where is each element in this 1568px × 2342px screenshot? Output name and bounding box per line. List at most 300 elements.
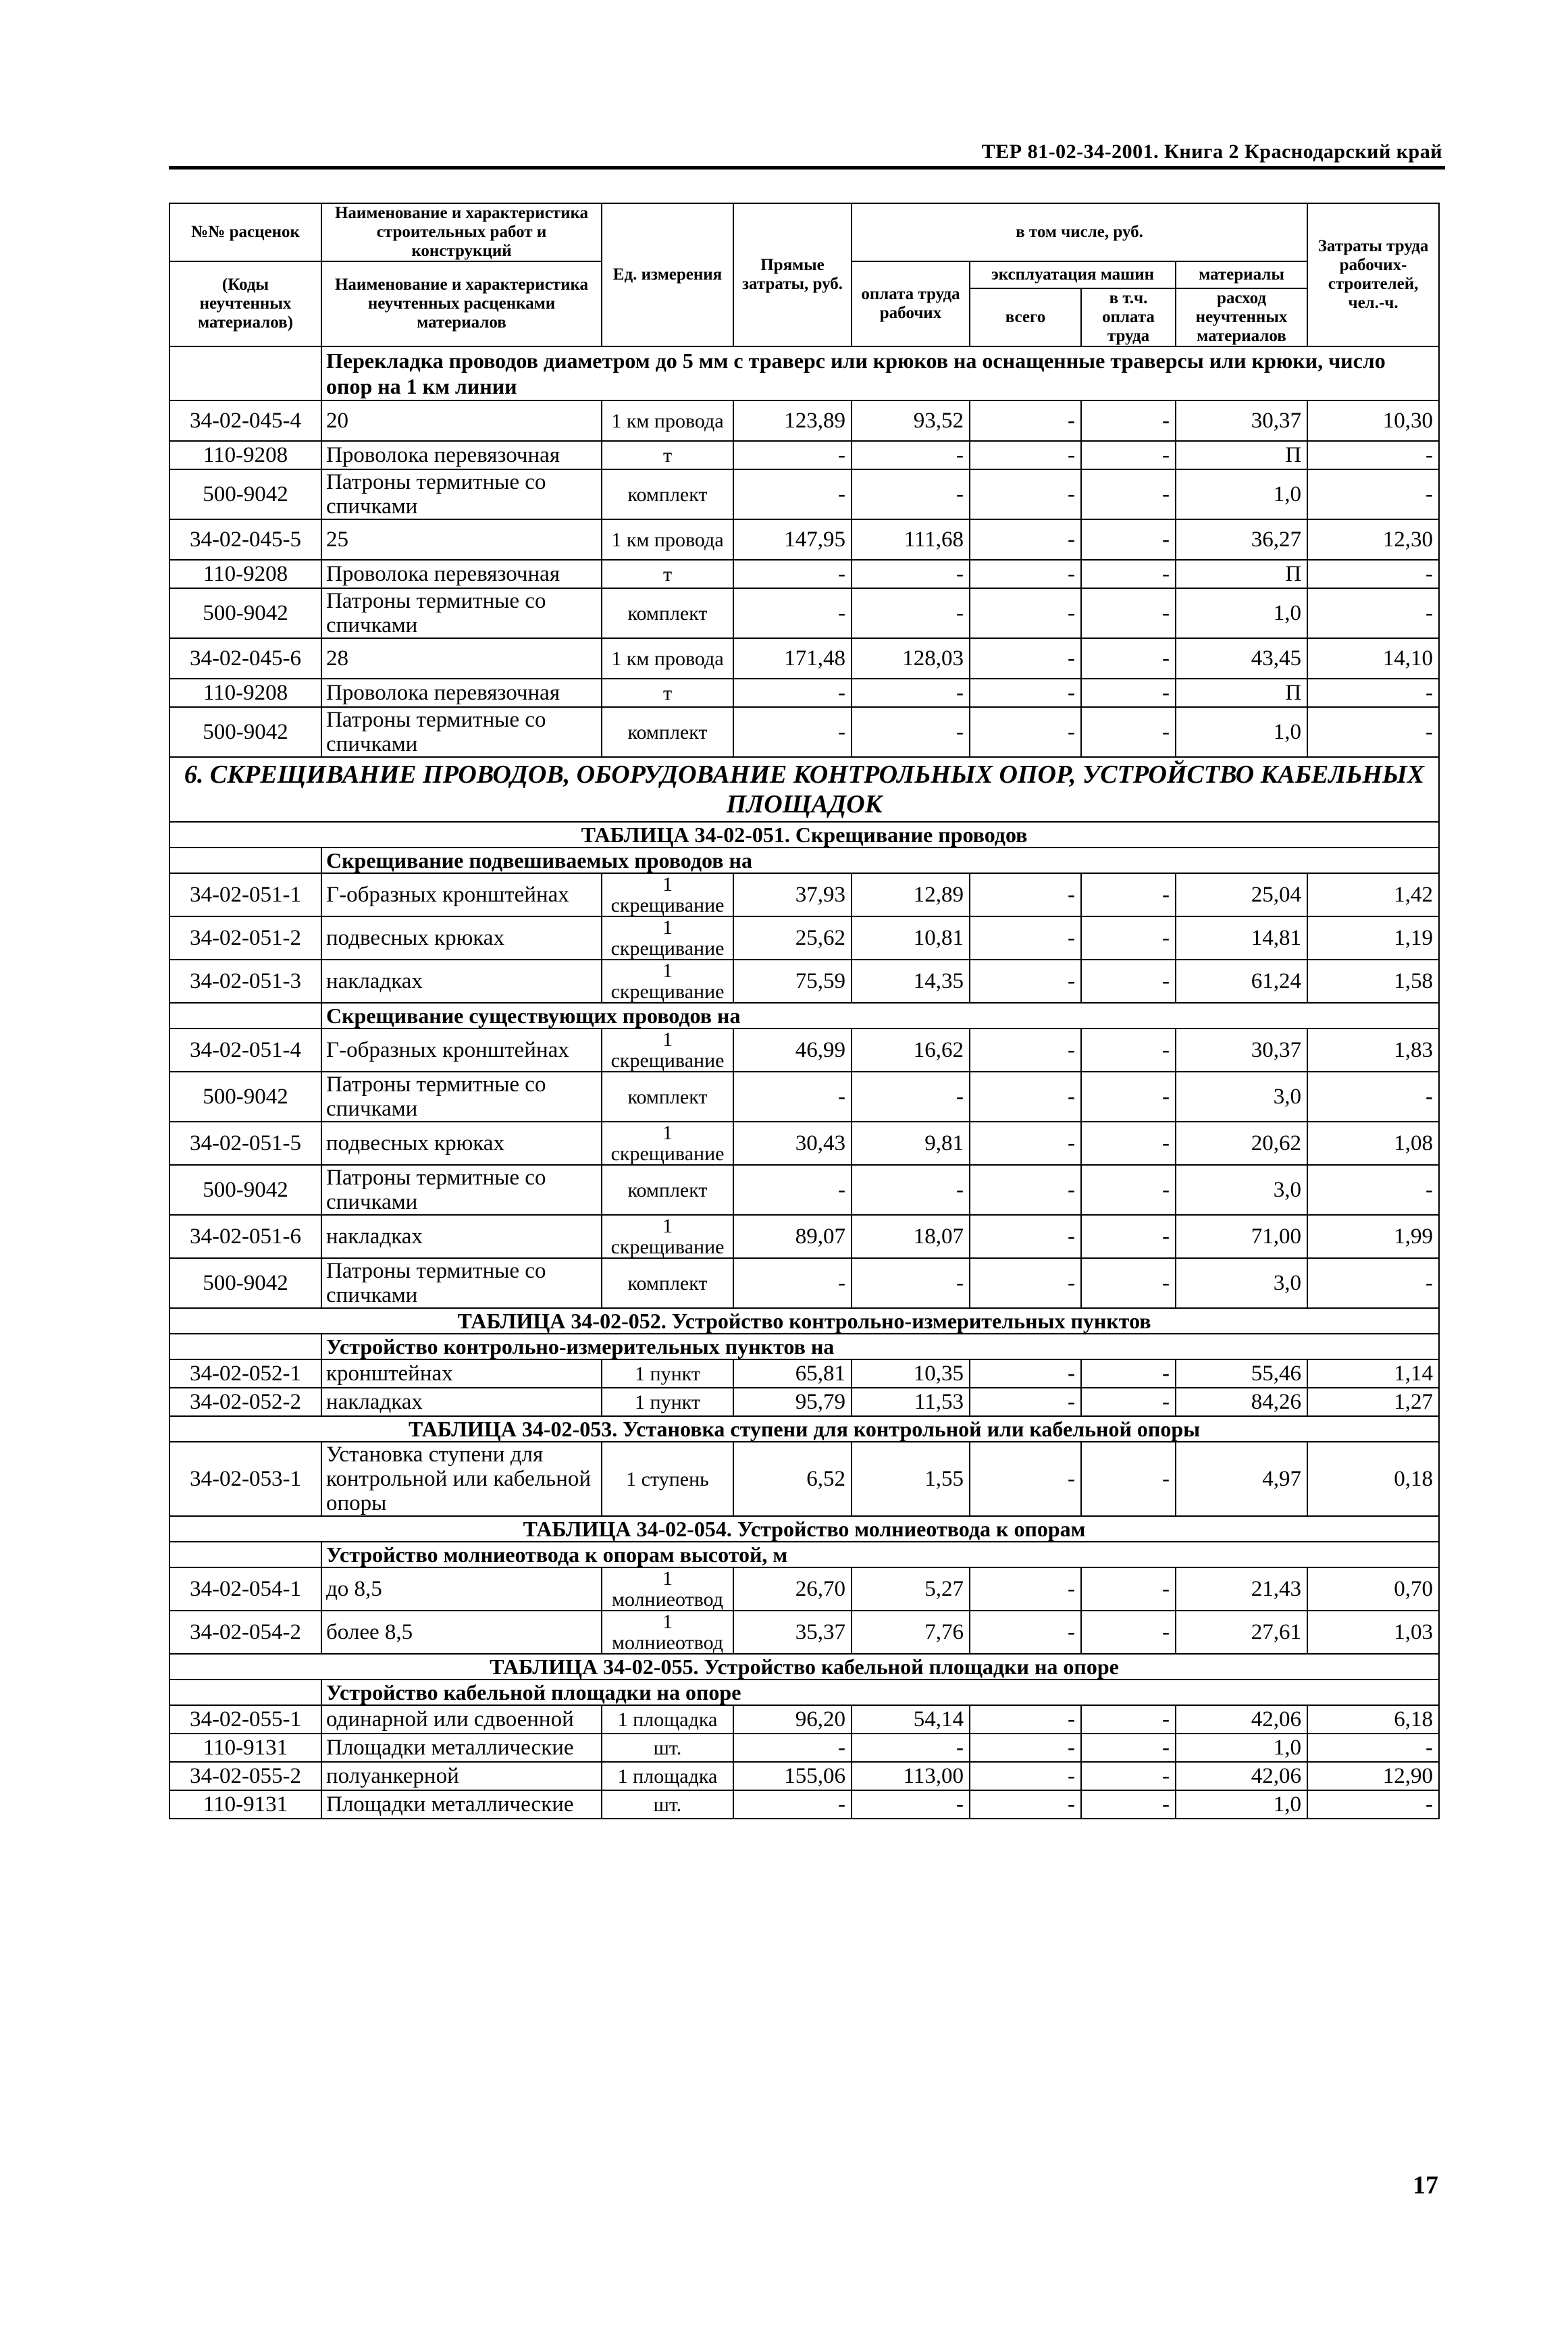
unit-cell: шт. xyxy=(602,1734,733,1762)
materials-cell: 1,0 xyxy=(1176,1734,1307,1762)
unit-cell: 1 км провода xyxy=(602,638,733,679)
rate-code-cell: 500-9042 xyxy=(169,1258,321,1308)
machines-total-cell: - xyxy=(970,1734,1081,1762)
unit-cell: шт. xyxy=(602,1790,733,1819)
materials-cell: 1,0 xyxy=(1176,588,1307,638)
machines-total-cell: - xyxy=(970,707,1081,757)
wages-cell: - xyxy=(852,707,970,757)
direct-costs-cell: 25,62 xyxy=(733,916,852,960)
direct-costs-cell: 123,89 xyxy=(733,400,852,441)
table-row xyxy=(169,916,1439,960)
work-name-cell: полуанкерной xyxy=(321,1762,602,1790)
header-materials: материалы xyxy=(1176,261,1307,288)
materials-cell: 30,37 xyxy=(1176,1029,1307,1072)
materials-cell: 71,00 xyxy=(1176,1215,1307,1258)
unit-cell: 1 молниеотвод xyxy=(602,1611,733,1654)
machines-wages-cell: - xyxy=(1081,1790,1176,1819)
rate-code-cell: 110-9131 xyxy=(169,1734,321,1762)
work-name-cell: Проволока перевязочная xyxy=(321,441,602,469)
wages-cell: - xyxy=(852,1072,970,1122)
rate-code-cell: 34-02-054-2 xyxy=(169,1611,321,1654)
machines-total-cell: - xyxy=(970,1165,1081,1215)
machines-total-cell: - xyxy=(970,560,1081,588)
labor-costs-cell: 1,03 xyxy=(1307,1611,1439,1654)
unit-cell: комплект xyxy=(602,469,733,519)
wages-cell: 18,07 xyxy=(852,1215,970,1258)
direct-costs-cell: 6,52 xyxy=(733,1442,852,1516)
machines-total-cell: - xyxy=(970,1705,1081,1734)
empty-cell xyxy=(169,1003,321,1029)
machines-wages-cell: - xyxy=(1081,679,1176,707)
materials-cell: 25,04 xyxy=(1176,873,1307,916)
wages-cell: 10,35 xyxy=(852,1359,970,1388)
wages-cell: 12,89 xyxy=(852,873,970,916)
unit-cell: 1 молниеотвод xyxy=(602,1567,733,1611)
machines-wages-cell: - xyxy=(1081,560,1176,588)
machines-wages-cell: - xyxy=(1081,1762,1176,1790)
materials-cell: 1,0 xyxy=(1176,707,1307,757)
direct-costs-cell: - xyxy=(733,1165,852,1215)
group-heading-text: Скрещивание подвешиваемых проводов на xyxy=(321,848,1439,873)
header-machines: эксплуатация машин xyxy=(970,261,1176,288)
work-name-cell: подвесных крюках xyxy=(321,1122,602,1165)
rate-code-cell: 34-02-045-4 xyxy=(169,400,321,441)
machines-wages-cell: - xyxy=(1081,1165,1176,1215)
machines-total-cell: - xyxy=(970,1762,1081,1790)
labor-costs-cell: 6,18 xyxy=(1307,1705,1439,1734)
rate-code-cell: 110-9208 xyxy=(169,560,321,588)
wages-cell: - xyxy=(852,1734,970,1762)
machines-wages-cell: - xyxy=(1081,1122,1176,1165)
machines-wages-cell: - xyxy=(1081,873,1176,916)
labor-costs-cell: 1,58 xyxy=(1307,960,1439,1003)
group-heading-text: Скрещивание существующих проводов на xyxy=(321,1003,1439,1029)
machines-total-cell: - xyxy=(970,873,1081,916)
direct-costs-cell: 89,07 xyxy=(733,1215,852,1258)
direct-costs-cell: 147,95 xyxy=(733,519,852,560)
unit-cell: т xyxy=(602,679,733,707)
direct-costs-cell: 96,20 xyxy=(733,1705,852,1734)
table-row xyxy=(169,1762,1439,1790)
labor-costs-cell: - xyxy=(1307,469,1439,519)
table-body xyxy=(169,346,1439,1819)
work-name-cell: Патроны термитные со спичками xyxy=(321,707,602,757)
materials-cell: 84,26 xyxy=(1176,1388,1307,1416)
direct-costs-cell: - xyxy=(733,560,852,588)
table-row xyxy=(169,679,1439,707)
group-heading-row xyxy=(169,1542,1439,1567)
machines-wages-cell: - xyxy=(1081,588,1176,638)
unit-cell: 1 площадка xyxy=(602,1762,733,1790)
table-row xyxy=(169,469,1439,519)
unit-cell: 1 скрещивание xyxy=(602,873,733,916)
table-row xyxy=(169,1388,1439,1416)
table-row xyxy=(169,1258,1439,1308)
unit-cell: 1 скрещивание xyxy=(602,1122,733,1165)
header-unit: Ед. измерения xyxy=(602,203,733,346)
direct-costs-cell: - xyxy=(733,469,852,519)
intro-row xyxy=(169,346,1439,400)
table-title-text: ТАБЛИЦА 34-02-052. Устройство контрольно-измерительных пунктов xyxy=(169,1308,1439,1334)
labor-costs-cell: - xyxy=(1307,1165,1439,1215)
materials-cell: 21,43 xyxy=(1176,1567,1307,1611)
running-header: ТЕР 81-02-34-2001. Книга 2 Краснодарский край xyxy=(981,140,1442,163)
work-name-cell: Г-образных кронштейнах xyxy=(321,1029,602,1072)
labor-costs-cell: - xyxy=(1307,441,1439,469)
wages-cell: 10,81 xyxy=(852,916,970,960)
machines-wages-cell: - xyxy=(1081,916,1176,960)
machines-wages-cell: - xyxy=(1081,441,1176,469)
materials-cell: 42,06 xyxy=(1176,1762,1307,1790)
empty-cell xyxy=(169,346,321,400)
machines-total-cell: - xyxy=(970,441,1081,469)
table-row xyxy=(169,707,1439,757)
work-name-cell: 28 xyxy=(321,638,602,679)
direct-costs-cell: - xyxy=(733,707,852,757)
direct-costs-cell: 95,79 xyxy=(733,1388,852,1416)
table-row xyxy=(169,519,1439,560)
direct-costs-cell: 37,93 xyxy=(733,873,852,916)
table-row xyxy=(169,588,1439,638)
machines-total-cell: - xyxy=(970,1611,1081,1654)
rate-code-cell: 34-02-045-6 xyxy=(169,638,321,679)
wages-cell: 7,76 xyxy=(852,1611,970,1654)
rate-code-cell: 34-02-045-5 xyxy=(169,519,321,560)
labor-costs-cell: 1,08 xyxy=(1307,1122,1439,1165)
direct-costs-cell: - xyxy=(733,588,852,638)
group-heading-text: Устройство молниеотвода к опорам высотой, м xyxy=(321,1542,1439,1567)
direct-costs-cell: 26,70 xyxy=(733,1567,852,1611)
table-header xyxy=(169,203,1439,346)
work-name-cell: Патроны термитные со спичками xyxy=(321,1258,602,1308)
header-materials-sub: расход неучтенных материалов xyxy=(1176,288,1307,346)
machines-total-cell: - xyxy=(970,1790,1081,1819)
unit-cell: т xyxy=(602,441,733,469)
labor-costs-cell: 0,18 xyxy=(1307,1442,1439,1516)
work-name-cell: накладках xyxy=(321,1215,602,1258)
section-heading-text: 6. СКРЕЩИВАНИЕ ПРОВОДОВ, ОБОРУДОВАНИЕ КОНТРОЛЬНЫХ ОПОР, УСТРОЙСТВО КАБЕЛЬНЫХ ПЛОЩАДОК xyxy=(169,757,1439,822)
labor-costs-cell: - xyxy=(1307,1258,1439,1308)
header-direct-costs: Прямые затраты, руб. xyxy=(733,203,852,346)
group-heading-row xyxy=(169,1680,1439,1705)
work-name-cell: 20 xyxy=(321,400,602,441)
unit-cell: 1 скрещивание xyxy=(602,916,733,960)
table-row xyxy=(169,441,1439,469)
header-machines-wages: в т.ч. оплата труда xyxy=(1081,288,1176,346)
machines-wages-cell: - xyxy=(1081,1215,1176,1258)
rate-code-cell: 34-02-055-2 xyxy=(169,1762,321,1790)
direct-costs-cell: - xyxy=(733,1072,852,1122)
wages-cell: - xyxy=(852,1790,970,1819)
wages-cell: - xyxy=(852,1258,970,1308)
table-row xyxy=(169,1705,1439,1734)
unit-cell: комплект xyxy=(602,1072,733,1122)
materials-cell: П xyxy=(1176,560,1307,588)
wages-cell: - xyxy=(852,560,970,588)
machines-total-cell: - xyxy=(970,469,1081,519)
machines-wages-cell: - xyxy=(1081,1072,1176,1122)
machines-total-cell: - xyxy=(970,1122,1081,1165)
wages-cell: - xyxy=(852,441,970,469)
unit-cell: комплект xyxy=(602,1258,733,1308)
unit-cell: 1 км провода xyxy=(602,400,733,441)
wages-cell: 128,03 xyxy=(852,638,970,679)
empty-cell xyxy=(169,1542,321,1567)
rate-code-cell: 34-02-051-2 xyxy=(169,916,321,960)
table-title-row xyxy=(169,1416,1439,1442)
machines-wages-cell: - xyxy=(1081,1029,1176,1072)
rates-table xyxy=(169,203,1440,1819)
materials-cell: 1,0 xyxy=(1176,469,1307,519)
machines-wages-cell: - xyxy=(1081,960,1176,1003)
table-title-row xyxy=(169,1516,1439,1542)
materials-cell: 43,45 xyxy=(1176,638,1307,679)
table-row xyxy=(169,1442,1439,1516)
machines-wages-cell: - xyxy=(1081,1567,1176,1611)
wages-cell: - xyxy=(852,588,970,638)
header-name-sub: Наименование и характеристика неучтенных расценками материалов xyxy=(321,261,602,346)
machines-total-cell: - xyxy=(970,679,1081,707)
machines-wages-cell: - xyxy=(1081,638,1176,679)
unit-cell: 1 площадка xyxy=(602,1705,733,1734)
table-title-row xyxy=(169,1308,1439,1334)
materials-cell: 61,24 xyxy=(1176,960,1307,1003)
labor-costs-cell: - xyxy=(1307,1734,1439,1762)
machines-total-cell: - xyxy=(970,960,1081,1003)
labor-costs-cell: 14,10 xyxy=(1307,638,1439,679)
work-name-cell: 25 xyxy=(321,519,602,560)
table-title-text: ТАБЛИЦА 34-02-053. Установка ступени для контрольной или кабельной опоры xyxy=(169,1416,1439,1442)
materials-cell: 20,62 xyxy=(1176,1122,1307,1165)
wages-cell: 16,62 xyxy=(852,1029,970,1072)
group-heading-text: Устройство контрольно-измерительных пунктов на xyxy=(321,1334,1439,1359)
group-heading-row xyxy=(169,848,1439,873)
unit-cell: т xyxy=(602,560,733,588)
rate-code-cell: 500-9042 xyxy=(169,469,321,519)
table-row xyxy=(169,1611,1439,1654)
labor-costs-cell: 1,42 xyxy=(1307,873,1439,916)
wages-cell: - xyxy=(852,469,970,519)
header-name: Наименование и характеристика строительных работ и конструкций xyxy=(321,203,602,261)
rate-code-cell: 34-02-051-4 xyxy=(169,1029,321,1072)
work-name-cell: накладках xyxy=(321,1388,602,1416)
machines-wages-cell: - xyxy=(1081,1611,1176,1654)
work-name-cell: Патроны термитные со спичками xyxy=(321,469,602,519)
group-heading-text: Устройство кабельной площадки на опоре xyxy=(321,1680,1439,1705)
materials-cell: 1,0 xyxy=(1176,1790,1307,1819)
machines-wages-cell: - xyxy=(1081,1442,1176,1516)
unit-cell: 1 пункт xyxy=(602,1359,733,1388)
wages-cell: - xyxy=(852,679,970,707)
machines-total-cell: - xyxy=(970,1442,1081,1516)
labor-costs-cell: - xyxy=(1307,560,1439,588)
rate-code-cell: 34-02-053-1 xyxy=(169,1442,321,1516)
materials-cell: 55,46 xyxy=(1176,1359,1307,1388)
work-name-cell: одинарной или сдвоенной xyxy=(321,1705,602,1734)
work-name-cell: кронштейнах xyxy=(321,1359,602,1388)
wages-cell: 113,00 xyxy=(852,1762,970,1790)
direct-costs-cell: - xyxy=(733,679,852,707)
direct-costs-cell: - xyxy=(733,1734,852,1762)
wages-cell: 14,35 xyxy=(852,960,970,1003)
labor-costs-cell: - xyxy=(1307,588,1439,638)
wages-cell: - xyxy=(852,1165,970,1215)
materials-cell: 36,27 xyxy=(1176,519,1307,560)
rate-code-cell: 110-9208 xyxy=(169,679,321,707)
direct-costs-cell: 35,37 xyxy=(733,1611,852,1654)
table-row xyxy=(169,1567,1439,1611)
wages-cell: 9,81 xyxy=(852,1122,970,1165)
unit-cell: 1 ступень xyxy=(602,1442,733,1516)
rate-code-cell: 34-02-051-6 xyxy=(169,1215,321,1258)
machines-total-cell: - xyxy=(970,1029,1081,1072)
table-row xyxy=(169,1122,1439,1165)
table-row xyxy=(169,1029,1439,1072)
labor-costs-cell: 1,83 xyxy=(1307,1029,1439,1072)
materials-cell: 3,0 xyxy=(1176,1258,1307,1308)
materials-cell: 3,0 xyxy=(1176,1165,1307,1215)
direct-costs-cell: 75,59 xyxy=(733,960,852,1003)
work-name-cell: более 8,5 xyxy=(321,1611,602,1654)
header-including: в том числе, руб. xyxy=(852,203,1307,261)
machines-wages-cell: - xyxy=(1081,1359,1176,1388)
direct-costs-cell: - xyxy=(733,1790,852,1819)
table-row xyxy=(169,1359,1439,1388)
labor-costs-cell: 1,14 xyxy=(1307,1359,1439,1388)
empty-cell xyxy=(169,848,321,873)
table-row xyxy=(169,1790,1439,1819)
direct-costs-cell: 171,48 xyxy=(733,638,852,679)
rate-code-cell: 34-02-051-5 xyxy=(169,1122,321,1165)
work-name-cell: Установка ступени для контрольной или кабельной опоры xyxy=(321,1442,602,1516)
table-row xyxy=(169,1215,1439,1258)
table-title-row xyxy=(169,822,1439,848)
direct-costs-cell: 155,06 xyxy=(733,1762,852,1790)
wages-cell: 111,68 xyxy=(852,519,970,560)
wages-cell: 5,27 xyxy=(852,1567,970,1611)
labor-costs-cell: 1,27 xyxy=(1307,1388,1439,1416)
work-name-cell: Патроны термитные со спичками xyxy=(321,1072,602,1122)
rate-code-cell: 34-02-051-1 xyxy=(169,873,321,916)
header-code-sub: (Коды неучтенных материалов) xyxy=(169,261,321,346)
table-row xyxy=(169,873,1439,916)
table-title-text: ТАБЛИЦА 34-02-054. Устройство молниеотвода к опорам xyxy=(169,1516,1439,1542)
table-row xyxy=(169,560,1439,588)
rate-code-cell: 500-9042 xyxy=(169,707,321,757)
work-name-cell: Проволока перевязочная xyxy=(321,560,602,588)
machines-total-cell: - xyxy=(970,638,1081,679)
materials-cell: 14,81 xyxy=(1176,916,1307,960)
labor-costs-cell: 1,99 xyxy=(1307,1215,1439,1258)
direct-costs-cell: 46,99 xyxy=(733,1029,852,1072)
empty-cell xyxy=(169,1334,321,1359)
header-rule xyxy=(169,166,1445,170)
table-title-text: ТАБЛИЦА 34-02-051. Скрещивание проводов xyxy=(169,822,1439,848)
table-row xyxy=(169,638,1439,679)
direct-costs-cell: 65,81 xyxy=(733,1359,852,1388)
materials-cell: П xyxy=(1176,441,1307,469)
direct-costs-cell: - xyxy=(733,441,852,469)
unit-cell: 1 скрещивание xyxy=(602,960,733,1003)
materials-cell: 3,0 xyxy=(1176,1072,1307,1122)
rate-code-cell: 34-02-052-1 xyxy=(169,1359,321,1388)
machines-total-cell: - xyxy=(970,1388,1081,1416)
direct-costs-cell: - xyxy=(733,1258,852,1308)
machines-total-cell: - xyxy=(970,1072,1081,1122)
work-name-cell: Патроны термитные со спичками xyxy=(321,1165,602,1215)
machines-total-cell: - xyxy=(970,1215,1081,1258)
unit-cell: 1 скрещивание xyxy=(602,1215,733,1258)
unit-cell: 1 км провода xyxy=(602,519,733,560)
rate-code-cell: 500-9042 xyxy=(169,1072,321,1122)
labor-costs-cell: - xyxy=(1307,679,1439,707)
unit-cell: комплект xyxy=(602,707,733,757)
wages-cell: 11,53 xyxy=(852,1388,970,1416)
work-name-cell: Площадки металлические xyxy=(321,1734,602,1762)
machines-wages-cell: - xyxy=(1081,1734,1176,1762)
work-name-cell: Площадки металлические xyxy=(321,1790,602,1819)
table-row xyxy=(169,1734,1439,1762)
machines-total-cell: - xyxy=(970,1567,1081,1611)
wages-cell: 54,14 xyxy=(852,1705,970,1734)
machines-wages-cell: - xyxy=(1081,400,1176,441)
materials-cell: 30,37 xyxy=(1176,400,1307,441)
labor-costs-cell: 12,90 xyxy=(1307,1762,1439,1790)
work-name-cell: накладках xyxy=(321,960,602,1003)
machines-total-cell: - xyxy=(970,1258,1081,1308)
table-row xyxy=(169,960,1439,1003)
rate-code-cell: 34-02-052-2 xyxy=(169,1388,321,1416)
table-row xyxy=(169,400,1439,441)
labor-costs-cell: - xyxy=(1307,707,1439,757)
machines-total-cell: - xyxy=(970,916,1081,960)
empty-cell xyxy=(169,1680,321,1705)
work-name-cell: до 8,5 xyxy=(321,1567,602,1611)
unit-cell: 1 пункт xyxy=(602,1388,733,1416)
rate-code-cell: 34-02-051-3 xyxy=(169,960,321,1003)
machines-wages-cell: - xyxy=(1081,519,1176,560)
machines-total-cell: - xyxy=(970,588,1081,638)
labor-costs-cell: 0,70 xyxy=(1307,1567,1439,1611)
machines-wages-cell: - xyxy=(1081,469,1176,519)
table-title-row xyxy=(169,1654,1439,1680)
labor-costs-cell: 12,30 xyxy=(1307,519,1439,560)
intro-text: Перекладка проводов диаметром до 5 мм с траверс или крюков на оснащенные траверсы или крюки, число опор на 1 км линии xyxy=(321,346,1439,400)
page-number: 17 xyxy=(1413,2171,1438,2200)
machines-wages-cell: - xyxy=(1081,707,1176,757)
rate-code-cell: 500-9042 xyxy=(169,1165,321,1215)
machines-wages-cell: - xyxy=(1081,1705,1176,1734)
machines-total-cell: - xyxy=(970,400,1081,441)
table-row xyxy=(169,1072,1439,1122)
machines-total-cell: - xyxy=(970,519,1081,560)
machines-wages-cell: - xyxy=(1081,1258,1176,1308)
labor-costs-cell: 1,19 xyxy=(1307,916,1439,960)
materials-cell: 4,97 xyxy=(1176,1442,1307,1516)
work-name-cell: Г-образных кронштейнах xyxy=(321,873,602,916)
machines-total-cell: - xyxy=(970,1359,1081,1388)
labor-costs-cell: - xyxy=(1307,1790,1439,1819)
unit-cell: комплект xyxy=(602,1165,733,1215)
group-heading-row xyxy=(169,1003,1439,1029)
header-machines-total: всего xyxy=(970,288,1081,346)
work-name-cell: Патроны термитные со спичками xyxy=(321,588,602,638)
header-labor: Затраты труда рабочих-строителей, чел.-ч. xyxy=(1307,203,1439,346)
rate-code-cell: 34-02-054-1 xyxy=(169,1567,321,1611)
section-heading-row xyxy=(169,757,1439,822)
machines-wages-cell: - xyxy=(1081,1388,1176,1416)
header-wages: оплата труда рабочих xyxy=(852,261,970,346)
